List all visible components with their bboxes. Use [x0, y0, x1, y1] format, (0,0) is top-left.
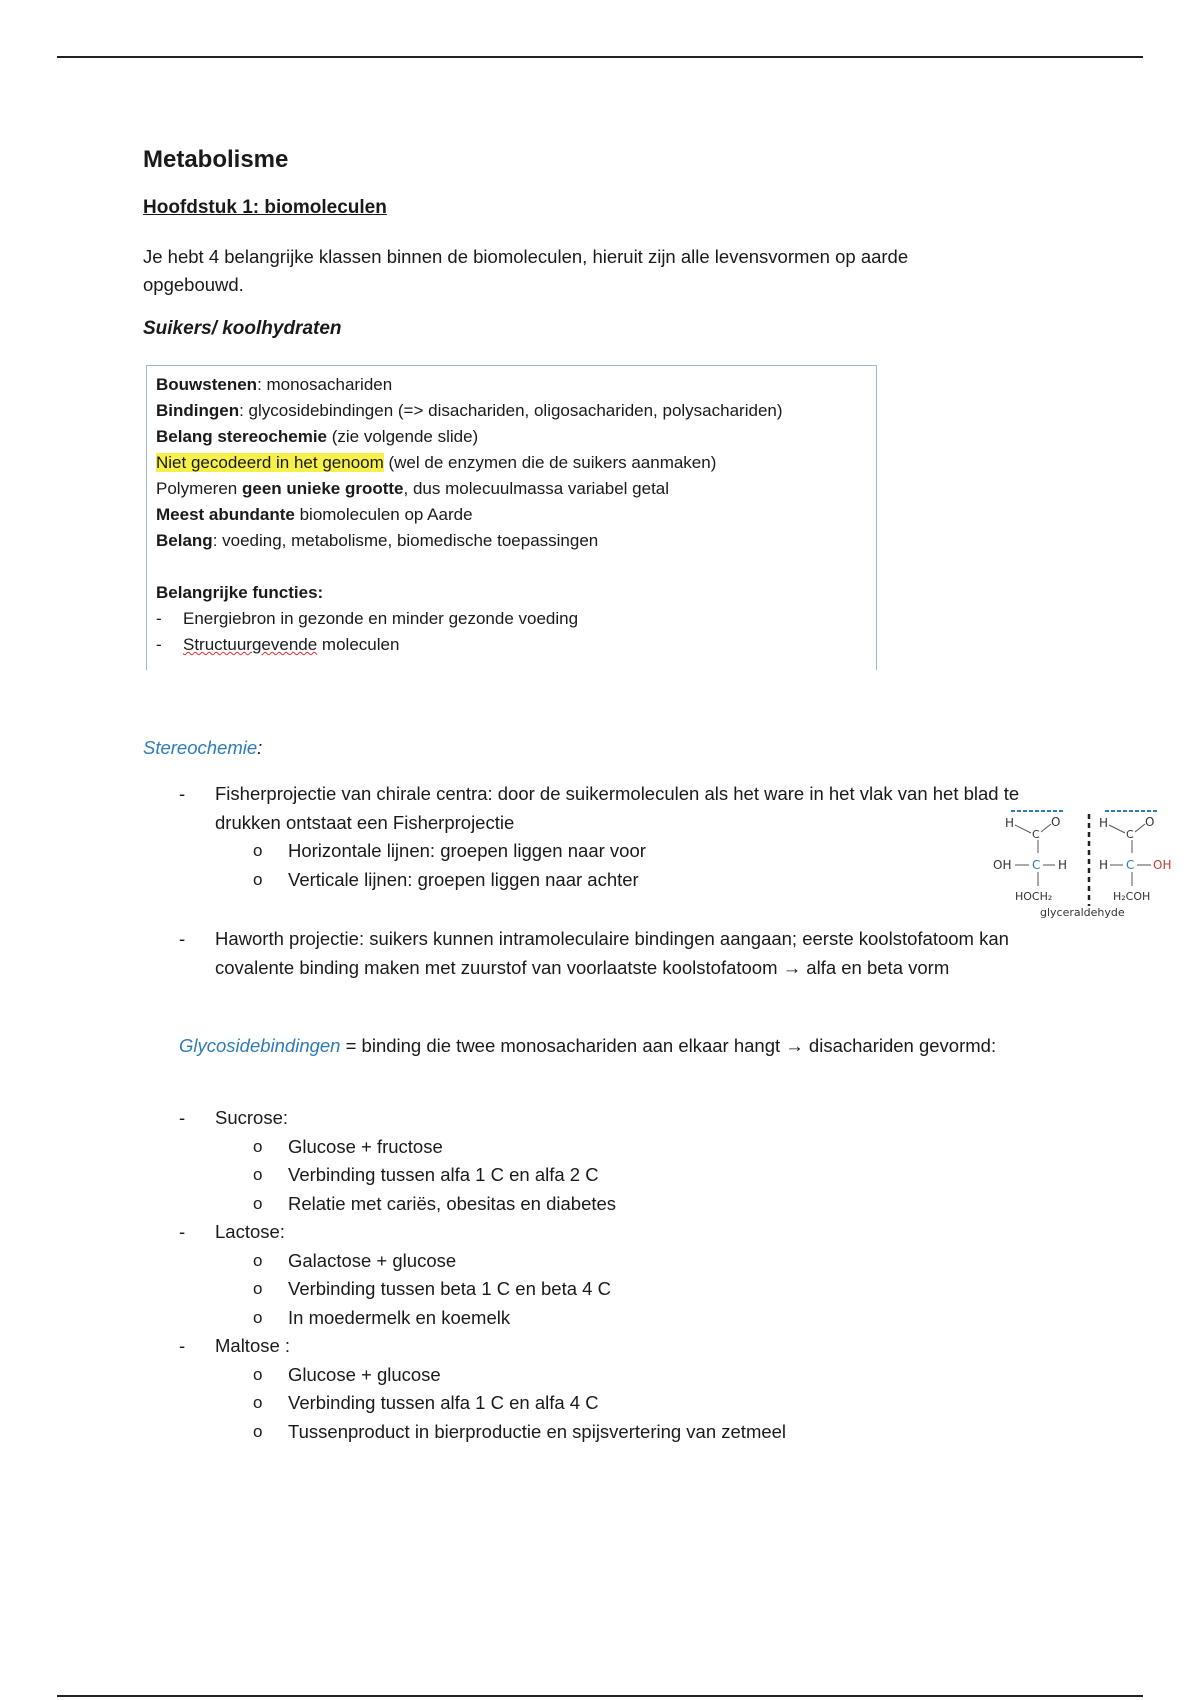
- bond: [1015, 825, 1031, 833]
- atom-label: H₂COH: [1113, 890, 1151, 903]
- section-heading-sugars: Suikers/ koolhydraten: [143, 318, 342, 339]
- box-line-bindingen: Bindingen: glycosidebindingen (=> disachariden, oligosachariden, polysachariden): [156, 401, 783, 420]
- atom-label: H: [1099, 816, 1109, 830]
- footer-rule: [57, 1695, 1143, 1697]
- box-functions-title: Belangrijke functies:: [156, 583, 324, 602]
- sub-item: o Tussenproduct in bierproductie en spijsvertering van zetmeel: [253, 1420, 787, 1442]
- list-item-maltose: - Maltose :: [179, 1335, 291, 1356]
- box-line-bouwstenen: Bouwstenen: monosachariden: [156, 375, 393, 394]
- atom-label: H: [1005, 816, 1015, 830]
- bond: [1135, 824, 1145, 832]
- box-line-belang: Belang: voeding, metabolisme, biomedische toepassingen: [156, 531, 599, 550]
- box-line-abundant: Meest abundante biomoleculen op Aarde: [156, 505, 473, 524]
- list-item-sucrose: - Sucrose:: [179, 1107, 289, 1128]
- atom-label: H: [1058, 858, 1068, 872]
- stereochemie-list: [179, 780, 1099, 894]
- bond: [1109, 825, 1125, 833]
- box-spacer: [156, 554, 867, 580]
- atom-label: HOCH₂: [1015, 890, 1053, 903]
- atom-label: C: [1126, 828, 1134, 841]
- header-rule: [57, 56, 1143, 58]
- box-function-item: - Structuurgevende moleculen: [156, 635, 400, 654]
- dash-marker: -: [179, 928, 186, 949]
- glycosidebindingen-definition: Glycosidebindingen = binding die twee monosachariden aan elkaar hangt → disachariden gevormd:: [179, 1035, 997, 1056]
- box-line-genoom: Niet gecodeerd in het genoom (wel de enzymen die de suikers aanmaken): [156, 453, 717, 472]
- disaccharide-list: [179, 1104, 1099, 1446]
- sub-item: o Galactose + glucose: [253, 1249, 457, 1271]
- box-line-stereochemie: Belang stereochemie (zie volgende slide): [156, 427, 479, 446]
- diagram-caption: glyceraldehyde: [1040, 906, 1125, 919]
- list-item-lactose: - Lactose:: [179, 1221, 285, 1242]
- atom-label: C: [1032, 858, 1041, 872]
- sub-item: o In moedermelk en koemelk: [253, 1306, 511, 1328]
- box-line-polymeren: Polymeren geen unieke grootte, dus molecuulmassa variabel getal: [156, 479, 670, 498]
- document-title: Metabolisme: [143, 146, 289, 173]
- sub-item: o Horizontale lijnen: groepen liggen naar voor: [253, 840, 646, 861]
- atom-label: C: [1126, 858, 1135, 872]
- spellcheck-underline: Structuurgevende: [183, 635, 318, 654]
- atom-label: H: [1099, 858, 1109, 872]
- box-function-item: - Energiebron in gezonde en minder gezonde voeding: [156, 609, 579, 628]
- atom-label: OH: [1153, 858, 1172, 872]
- glycosidebindingen-term: Glycosidebindingen: [179, 1035, 341, 1056]
- haworth-list: [179, 925, 1099, 982]
- list-item-fisher: - Fisherprojectie van chirale centra: door de suikermoleculen als het ware in het vlak van het blad te drukken ontstaat een Fisherprojectie: [179, 780, 1099, 837]
- intro-paragraph: Je hebt 4 belangrijke klassen binnen de biomoleculen, hieruit zijn alle levensvormen op aarde opgebouwd.: [143, 246, 909, 295]
- sub-item: o Glucose + fructose: [253, 1135, 443, 1157]
- sub-item: o Glucose + glucose: [253, 1363, 441, 1385]
- bond: [1041, 824, 1051, 832]
- atom-label: C: [1032, 828, 1040, 841]
- sub-item: o Relatie met cariës, obesitas en diabetes: [253, 1192, 617, 1214]
- atom-label: O: [1145, 815, 1155, 829]
- section-heading-stereochemie: Stereochemie:: [143, 737, 263, 758]
- list-item-haworth: - Haworth projectie: suikers kunnen intramoleculaire bindingen aangaan; eerste koolstofatoom kan covalente binding maken met zuurstof van voorlaatste koolstofatoom → alfa en beta vorm: [179, 925, 1099, 982]
- sub-item: o Verticale lijnen: groepen liggen naar achter: [253, 868, 639, 890]
- highlighted-text: Niet gecodeerd in het genoom: [156, 453, 384, 472]
- atom-label: O: [1051, 815, 1061, 829]
- glyceraldehyde-fisher-diagram: [993, 806, 1193, 926]
- atom-label: OH: [993, 858, 1012, 872]
- sub-item: o Verbinding tussen beta 1 C en beta 4 C: [253, 1278, 611, 1299]
- sugars-summary-box: [146, 365, 877, 670]
- dash-marker: -: [179, 783, 186, 804]
- sub-item: o Verbinding tussen alfa 1 C en alfa 2 C: [253, 1164, 599, 1185]
- sub-item: o Verbinding tussen alfa 1 C en alfa 4 C: [253, 1392, 599, 1413]
- chapter-heading: Hoofdstuk 1: biomoleculen: [143, 197, 387, 218]
